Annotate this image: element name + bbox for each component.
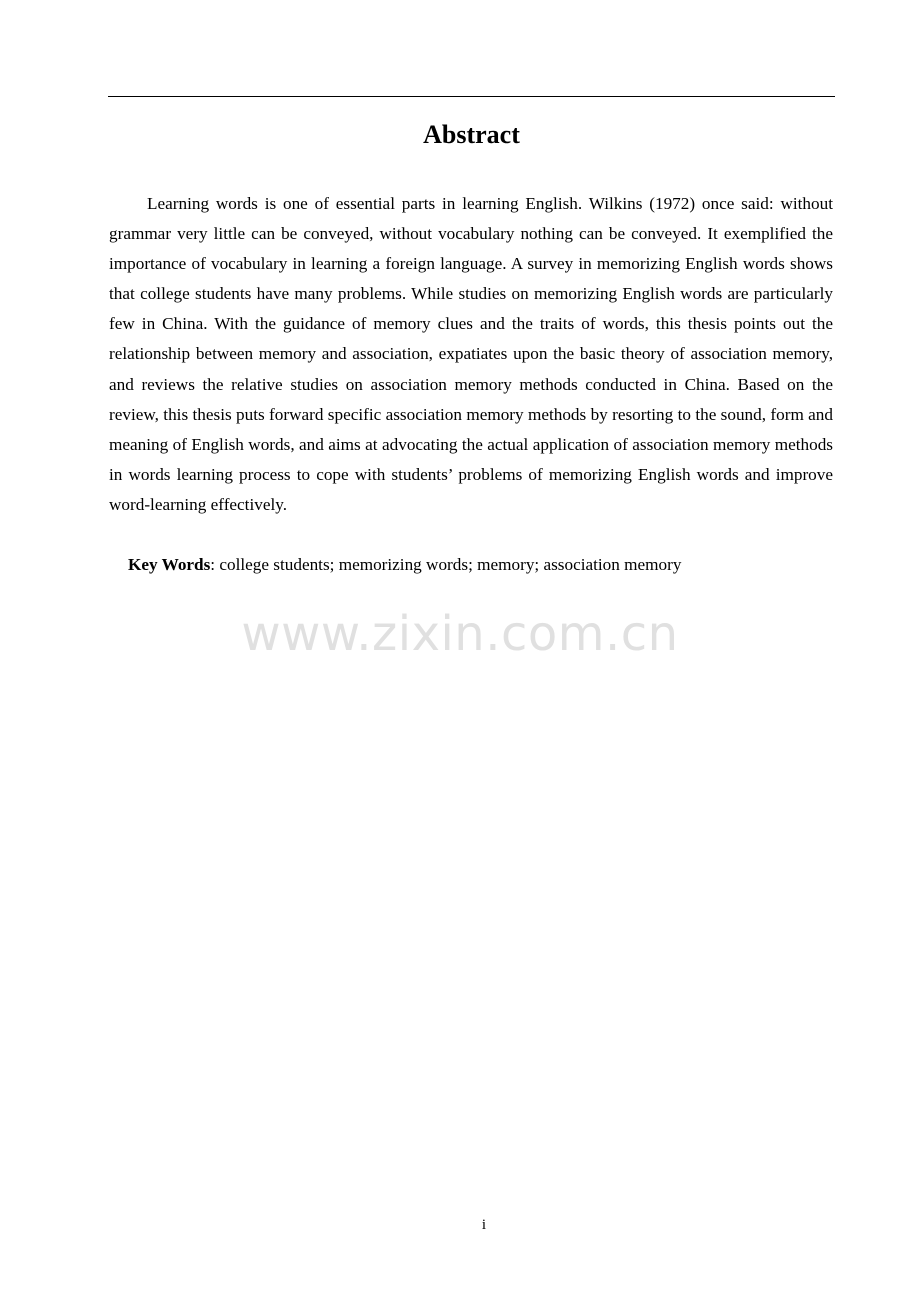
keywords-list: college students; memorizing words; memory; association memory xyxy=(219,555,682,574)
header-rule xyxy=(108,96,835,97)
page-number: i xyxy=(481,1217,487,1233)
page-title: Abstract xyxy=(423,120,520,149)
keywords-separator: : xyxy=(210,555,220,574)
keywords-line xyxy=(128,550,833,580)
keywords-label: Key Words xyxy=(128,555,211,574)
abstract-body: Learning words is one of essential parts in learning English. Wilkins (1972) once said: without grammar very little can be conveyed, without vocabulary nothing can be conveyed. It exemplified the importance of vocabulary in learning a foreign language. A survey in memorizing English words shows that college students have many problems. While studies on memorizing English words are particularly few in China. With the guidance of memory clues and the traits of words, this thesis points out the relationship between memory and association, expatiates upon the basic theory of association memory, and reviews the relative studies on association memory methods conducted in China. Based on the review, this thesis puts forward specific association memory methods by resorting to the sound, form and meaning of English words, and aims at advocating the actual application of association memory methods in words learning process to cope with students’ problems of memorizing English words and improve word-learning effectively. xyxy=(109,194,833,514)
watermark-text: www.zixin.com.cn xyxy=(241,606,679,662)
